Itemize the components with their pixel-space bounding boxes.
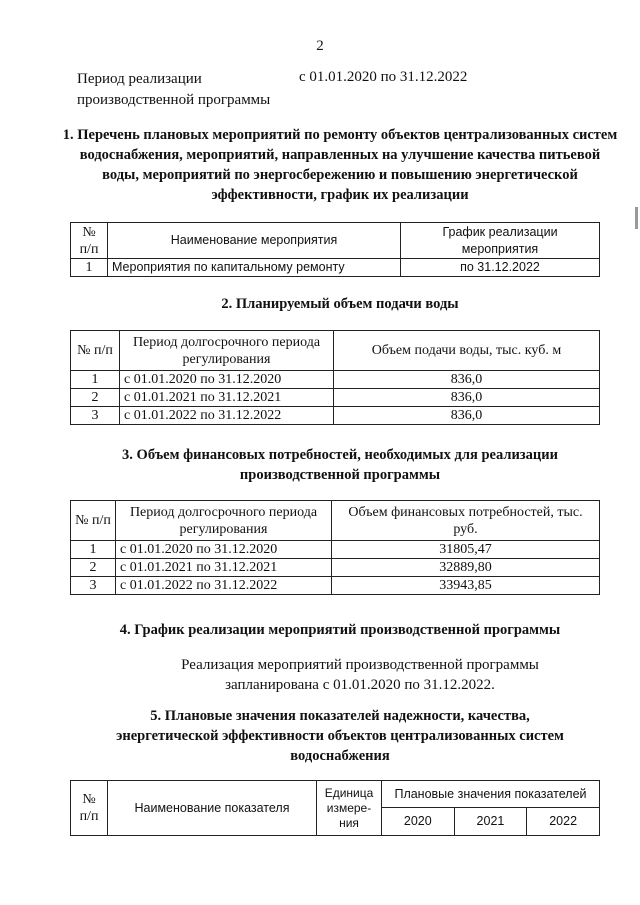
section1-table [70,222,600,277]
period-value: с 01.01.2020 по 31.12.2022 [299,69,468,85]
table-cell: с 01.01.2020 по 31.12.2020 [120,371,334,389]
section2-table [70,330,600,425]
table-header-cell: Период долгосрочного периода регулирования [120,331,334,371]
table-cell: 32889,80 [332,559,600,577]
table-header-cell: Период долгосрочного периода регулирования [116,501,332,541]
table-header-cell: Наименование мероприятия [108,223,401,259]
section5-table [70,780,600,836]
table-header-cell: Плановые значения показателей [382,781,600,808]
table-row [71,577,600,595]
table-header-cell: 2021 [454,808,527,836]
table-row [71,541,600,559]
margin-mark [635,207,638,229]
table-cell: 2 [71,559,116,577]
table-cell: с 01.01.2020 по 31.12.2020 [116,541,332,559]
table-header-cell: 2020 [382,808,455,836]
table-cell: 1 [71,541,116,559]
table-header-cell: Наименование показателя [108,781,317,836]
table-cell: с 01.01.2021 по 31.12.2021 [116,559,332,577]
table-cell: 3 [71,407,120,425]
table-header-cell: Объем финансовых потребностей, тыс. руб. [332,501,600,541]
page-number: 2 [316,38,324,54]
section3-table [70,500,600,595]
table-cell: с 01.01.2022 по 31.12.2022 [116,577,332,595]
table-cell: Мероприятия по капитальному ремонту [108,259,401,277]
section3-title: 3. Объем финансовых потребностей, необходимых для реализации производственной программы [122,447,558,483]
table-cell: 1 [71,371,120,389]
table-cell: 2 [71,389,120,407]
table-cell: 836,0 [334,389,600,407]
table-cell: с 01.01.2022 по 31.12.2022 [120,407,334,425]
table-cell: с 01.01.2021 по 31.12.2021 [120,389,334,407]
table-header-cell: Единица измере-ния [317,781,382,836]
table-cell: 836,0 [334,371,600,389]
table-cell: 31805,47 [332,541,600,559]
table-cell: 3 [71,577,116,595]
table-row [71,559,600,577]
table-row [71,371,600,389]
period-label: Период реализации производственной программы [77,71,271,108]
table-header-cell: Объем подачи воды, тыс. куб. м [334,331,600,371]
section5-title: 5. Плановые значения показателей надежности, качества, энергетической эффективности объектов централизованных систем водоснабжения [116,708,564,764]
table-header-cell: № п/п [71,781,108,836]
table-header-cell: № п/п [71,501,116,541]
table-row [71,259,600,277]
table-header-cell: № п/п [71,331,120,371]
section2-title: 2. Планируемый объем подачи воды [221,296,459,312]
table-cell: 836,0 [334,407,600,425]
table-row [71,407,600,425]
table-header-cell: График реализации мероприятия [401,223,600,259]
table-cell: по 31.12.2022 [401,259,600,277]
section1-title: 1. Перечень плановых мероприятий по ремонту объектов централизованных систем водоснабжения, мероприятий, направленных на улучшение качества питьевой воды, мероприятий по энергосбережению и повышению энергетической эффективности, график их реализации [62,127,618,203]
table-cell: 1 [71,259,108,277]
section4-text: Реализация мероприятий производственной программы запланирована с 01.01.2020 по 31.12.2022. [181,657,539,693]
table-header-cell: 2022 [527,808,600,836]
table-cell: 33943,85 [332,577,600,595]
table-row [71,389,600,407]
section4-title: 4. График реализации мероприятий производственной программы [119,622,561,638]
table-header-cell: № п/п [71,223,108,259]
